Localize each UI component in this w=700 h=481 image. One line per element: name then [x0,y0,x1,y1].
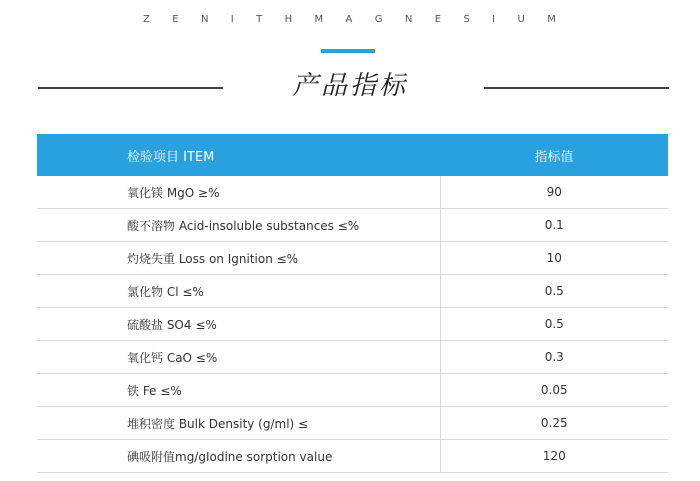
brand-letter: M [547,14,557,25]
row-item: 碘吸附值mg/gIodine sorption value [37,440,440,473]
brand-letter: H [284,14,294,25]
spec-table [37,134,668,473]
header-value: 指标值 [440,134,668,176]
table-row [37,440,668,473]
brand-letter: I [492,14,497,25]
row-item: 硫酸盐 SO4 ≤% [37,308,440,341]
row-value: 0.25 [440,407,668,440]
brand-letter: I [230,14,235,25]
header-item: 检验项目 ITEM [37,134,440,176]
row-item: 氧化钙 CaO ≤% [37,341,440,374]
row-value: 120 [440,440,668,473]
row-value: 0.3 [440,341,668,374]
row-item: 酸不溶物 Acid-insoluble substances ≤% [37,209,440,242]
page-title: 产品指标 [291,71,408,101]
brand-header [0,14,700,25]
row-value: 90 [440,176,668,209]
brand-letter: G [374,14,384,25]
row-value: 0.5 [440,275,668,308]
row-value: 0.1 [440,209,668,242]
row-value: 0.5 [440,308,668,341]
row-item: 氧化镁 MgO ≥% [37,176,440,209]
table-row [37,275,668,308]
row-value: 10 [440,242,668,275]
row-item: 铁 Fe ≤% [37,374,440,407]
brand-letter: E [434,14,443,25]
table-row [37,242,668,275]
table-row [37,341,668,374]
brand-letter: E [172,14,180,25]
table-row [37,308,668,341]
brand-name [143,14,557,25]
row-item: 堆积密度 Bulk Density (g/ml) ≤ [37,407,440,440]
brand-letter: M [314,14,325,25]
brand-letter: N [200,14,210,25]
table-row [37,407,668,440]
row-item: 灼烧失重 Loss on Ignition ≤% [37,242,440,275]
row-value: 0.05 [440,374,668,407]
brand-letter: U [517,14,526,25]
accent-bar [321,49,375,53]
brand-letter: T [256,14,264,25]
table-row [37,374,668,407]
table-header-row [37,134,668,176]
brand-letter: A [345,14,354,25]
table-row [37,209,668,242]
brand-letter: S [463,14,471,25]
row-item: 氯化物 Cl ≤% [37,275,440,308]
brand-letter: N [404,14,414,25]
brand-letter: Z [143,14,151,25]
table-row [37,176,668,209]
